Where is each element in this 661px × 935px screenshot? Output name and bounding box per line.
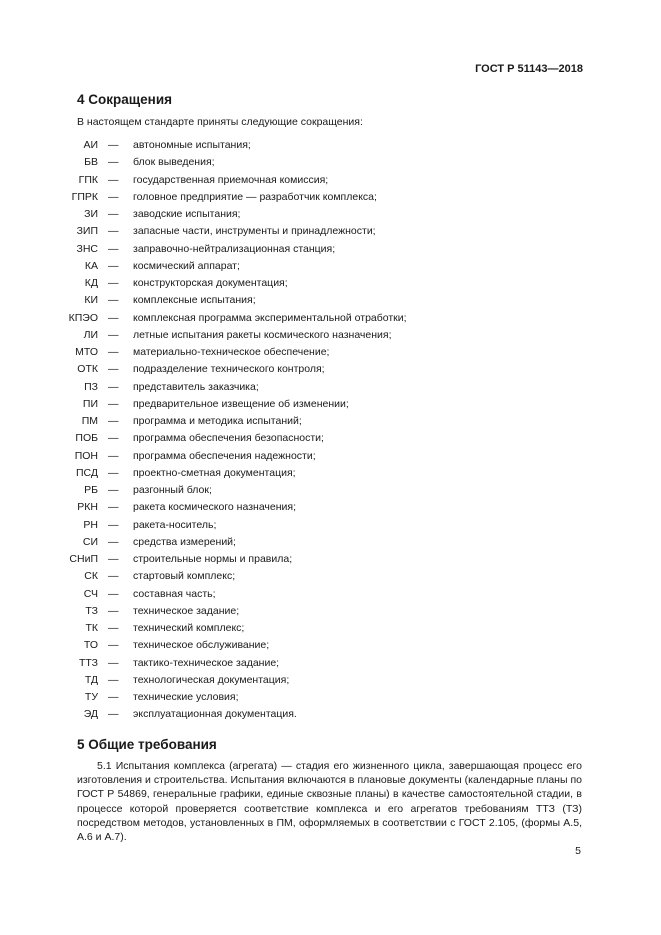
abbreviation-term: ТД [84, 673, 98, 686]
abbreviation-row [0, 241, 661, 258]
abbreviation-term: ПМ [81, 415, 98, 427]
abbreviation-dash: — [108, 415, 119, 427]
abbreviation-term: СНиП [69, 553, 98, 565]
abbreviation-dash: — [108, 484, 119, 496]
abbreviation-row [0, 568, 661, 585]
abbreviation-definition: программа обеспечения безопасности; [133, 432, 324, 445]
abbreviation-dash: — [108, 570, 119, 583]
abbreviation-definition: головное предприятие — разработчик комплекса; [133, 190, 377, 203]
abbreviation-definition: техническое задание; [133, 604, 240, 617]
abbreviation-term: ЛИ [83, 328, 98, 341]
abbreviation-definition: конструкторская документация; [133, 277, 288, 289]
abbreviation-row [0, 344, 661, 361]
abbreviation-term: ТО [83, 639, 98, 652]
abbreviation-term: ТК [85, 622, 98, 634]
abbreviation-term: РН [83, 518, 98, 531]
abbreviation-definition: комплексные испытания; [133, 294, 256, 307]
abbreviation-term: ПСД [75, 466, 98, 479]
abbreviation-row [0, 620, 661, 637]
abbreviation-row [0, 586, 661, 603]
abbreviation-term: ТУ [84, 691, 98, 703]
abbreviation-row [0, 672, 661, 689]
abbreviation-row [0, 137, 661, 154]
abbreviation-row [0, 327, 661, 344]
abbreviation-dash: — [108, 380, 119, 393]
abbreviation-term: АИ [83, 139, 98, 151]
abbreviation-row [0, 223, 661, 240]
abbreviation-definition: составная часть; [133, 587, 216, 600]
abbreviation-dash: — [108, 363, 119, 376]
abbreviation-list [0, 137, 661, 724]
abbreviation-row [0, 172, 661, 189]
abbreviation-definition: разгонный блок; [133, 484, 212, 496]
abbreviation-term: СИ [82, 535, 98, 548]
abbreviation-definition: государственная приемочная комиссия; [133, 173, 329, 186]
abbreviation-term: ЗИП [76, 225, 98, 238]
abbreviation-term: МТО [75, 346, 98, 358]
abbreviation-dash: — [108, 604, 119, 617]
abbreviation-definition: техническое обслуживание; [133, 639, 270, 652]
abbreviation-row [0, 448, 661, 465]
abbreviation-row [0, 292, 661, 309]
abbreviation-definition: программа обеспечения надежности; [133, 449, 316, 462]
section-5-title: 5 Общие требования [77, 737, 217, 752]
abbreviation-row [0, 258, 661, 275]
page-number: 5 [575, 845, 581, 857]
abbreviation-term: СК [84, 570, 98, 583]
abbreviation-dash: — [108, 294, 119, 307]
abbreviation-term: ТЗ [85, 604, 98, 617]
abbreviation-dash: — [108, 311, 119, 324]
abbreviation-dash: — [108, 139, 119, 151]
abbreviation-term: ПОН [74, 449, 98, 462]
abbreviation-dash: — [108, 277, 119, 289]
abbreviation-definition: подразделение технического контроля; [133, 363, 325, 376]
abbreviation-row [0, 361, 661, 378]
abbreviation-row [0, 379, 661, 396]
abbreviation-term: БВ [84, 156, 98, 169]
abbreviation-row [0, 413, 661, 430]
abbreviation-definition: автономные испытания; [133, 139, 251, 151]
abbreviation-term: ЗНС [76, 242, 98, 255]
abbreviation-term: ЭД [83, 708, 98, 721]
abbreviation-dash: — [108, 225, 119, 238]
abbreviation-row [0, 189, 661, 206]
abbreviation-row [0, 482, 661, 499]
abbreviation-dash: — [108, 397, 119, 410]
abbreviation-dash: — [108, 553, 119, 565]
abbreviation-dash: — [108, 639, 119, 652]
abbreviation-row [0, 655, 661, 672]
abbreviation-term: КА [84, 259, 98, 272]
abbreviation-definition: заправочно-нейтрализационная станция; [133, 242, 336, 255]
abbreviation-dash: — [108, 673, 119, 686]
abbreviation-definition: эксплуатационная документация. [133, 708, 297, 721]
abbreviation-dash: — [108, 208, 119, 220]
abbreviation-definition: ракета космического назначения; [133, 501, 297, 514]
section-4-intro: В настоящем стандарте приняты следующие сокращения: [77, 116, 363, 128]
section-5-paragraph: 5.1 Испытания комплекса (агрегата) — стадия его жизненного цикла, завершающая процесс его изготовления и строительства. Испытания включаются в плановые документы (календарные планы по ГОСТ Р 54869, генеральные графики, единые сквозные планы) в качестве самостоятельной стадии, в процессе которой проверяется соответствие комплекса и его агрегатов требованиям ТТЗ (ТЗ) посредством методов, установленных в ПМ, оформляемых в соответствии с ГОСТ 2.105, (формы А.5, А.6 и А.7). [77, 760, 582, 844]
abbreviation-term: ОТК [77, 363, 98, 376]
abbreviation-row [0, 154, 661, 171]
abbreviation-definition: проектно-сметная документация; [133, 466, 296, 479]
abbreviation-row [0, 517, 661, 534]
abbreviation-row [0, 430, 661, 447]
abbreviation-definition: материально-техническое обеспечение; [133, 346, 330, 358]
abbreviation-dash: — [108, 691, 119, 703]
abbreviation-dash: — [108, 449, 119, 462]
abbreviation-dash: — [108, 242, 119, 255]
abbreviation-dash: — [108, 518, 119, 531]
abbreviation-definition: технологическая документация; [133, 673, 290, 686]
abbreviation-term: РБ [84, 484, 98, 496]
abbreviation-term: КПЭО [68, 311, 98, 324]
abbreviation-dash: — [108, 622, 119, 634]
abbreviation-row [0, 534, 661, 551]
abbreviation-term: ЗИ [84, 208, 98, 220]
abbreviation-row [0, 706, 661, 723]
abbreviation-definition: технические условия; [133, 691, 239, 703]
abbreviation-definition: технический комплекс; [133, 622, 245, 634]
abbreviation-row [0, 551, 661, 568]
abbreviation-term: ТТЗ [78, 656, 98, 669]
abbreviation-term: СЧ [83, 587, 98, 600]
document-code: ГОСТ Р 51143—2018 [475, 63, 583, 75]
abbreviation-definition: комплексная программа экспериментальной отработки; [133, 311, 407, 324]
abbreviation-dash: — [108, 708, 119, 721]
abbreviation-dash: — [108, 259, 119, 272]
abbreviation-row [0, 310, 661, 327]
abbreviation-definition: средства измерений; [133, 535, 236, 548]
abbreviation-dash: — [108, 656, 119, 669]
abbreviation-dash: — [108, 535, 119, 548]
abbreviation-dash: — [108, 587, 119, 600]
abbreviation-dash: — [108, 432, 119, 445]
abbreviation-definition: запасные части, инструменты и принадлежности; [133, 225, 376, 238]
abbreviation-definition: строительные нормы и правила; [133, 553, 293, 565]
abbreviation-term: КИ [84, 294, 98, 307]
abbreviation-dash: — [108, 346, 119, 358]
abbreviation-dash: — [108, 466, 119, 479]
abbreviation-term: ГПРК [71, 190, 98, 203]
abbreviation-definition: блок выведения; [133, 156, 215, 169]
abbreviation-dash: — [108, 328, 119, 341]
abbreviation-dash: — [108, 156, 119, 169]
abbreviation-definition: предварительное извещение об изменении; [133, 397, 349, 410]
abbreviation-definition: ракета-носитель; [133, 518, 217, 531]
abbreviation-dash: — [108, 501, 119, 514]
abbreviation-dash: — [108, 173, 119, 186]
abbreviation-term: ПЗ [84, 380, 98, 393]
abbreviation-row [0, 465, 661, 482]
abbreviation-term: ПОБ [75, 432, 98, 445]
abbreviation-row [0, 275, 661, 292]
abbreviation-row [0, 396, 661, 413]
abbreviation-term: ПИ [82, 397, 98, 410]
abbreviation-definition: летные испытания ракеты космического назначения; [133, 328, 392, 341]
abbreviation-definition: программа и методика испытаний; [133, 415, 302, 427]
abbreviation-term: РКН [77, 501, 98, 514]
abbreviation-definition: заводские испытания; [133, 208, 241, 220]
abbreviation-row [0, 499, 661, 516]
abbreviation-definition: тактико-техническое задание; [133, 656, 280, 669]
section-4-title: 4 Сокращения [77, 92, 172, 107]
abbreviation-term: ГПК [78, 173, 98, 186]
abbreviation-row [0, 637, 661, 654]
abbreviation-definition: космический аппарат; [133, 259, 240, 272]
abbreviation-row [0, 206, 661, 223]
abbreviation-dash: — [108, 190, 119, 203]
abbreviation-term: КД [84, 277, 98, 289]
abbreviation-definition: представитель заказчика; [133, 380, 259, 393]
abbreviation-row [0, 603, 661, 620]
abbreviation-definition: стартовый комплекс; [133, 570, 236, 583]
abbreviation-row [0, 689, 661, 706]
